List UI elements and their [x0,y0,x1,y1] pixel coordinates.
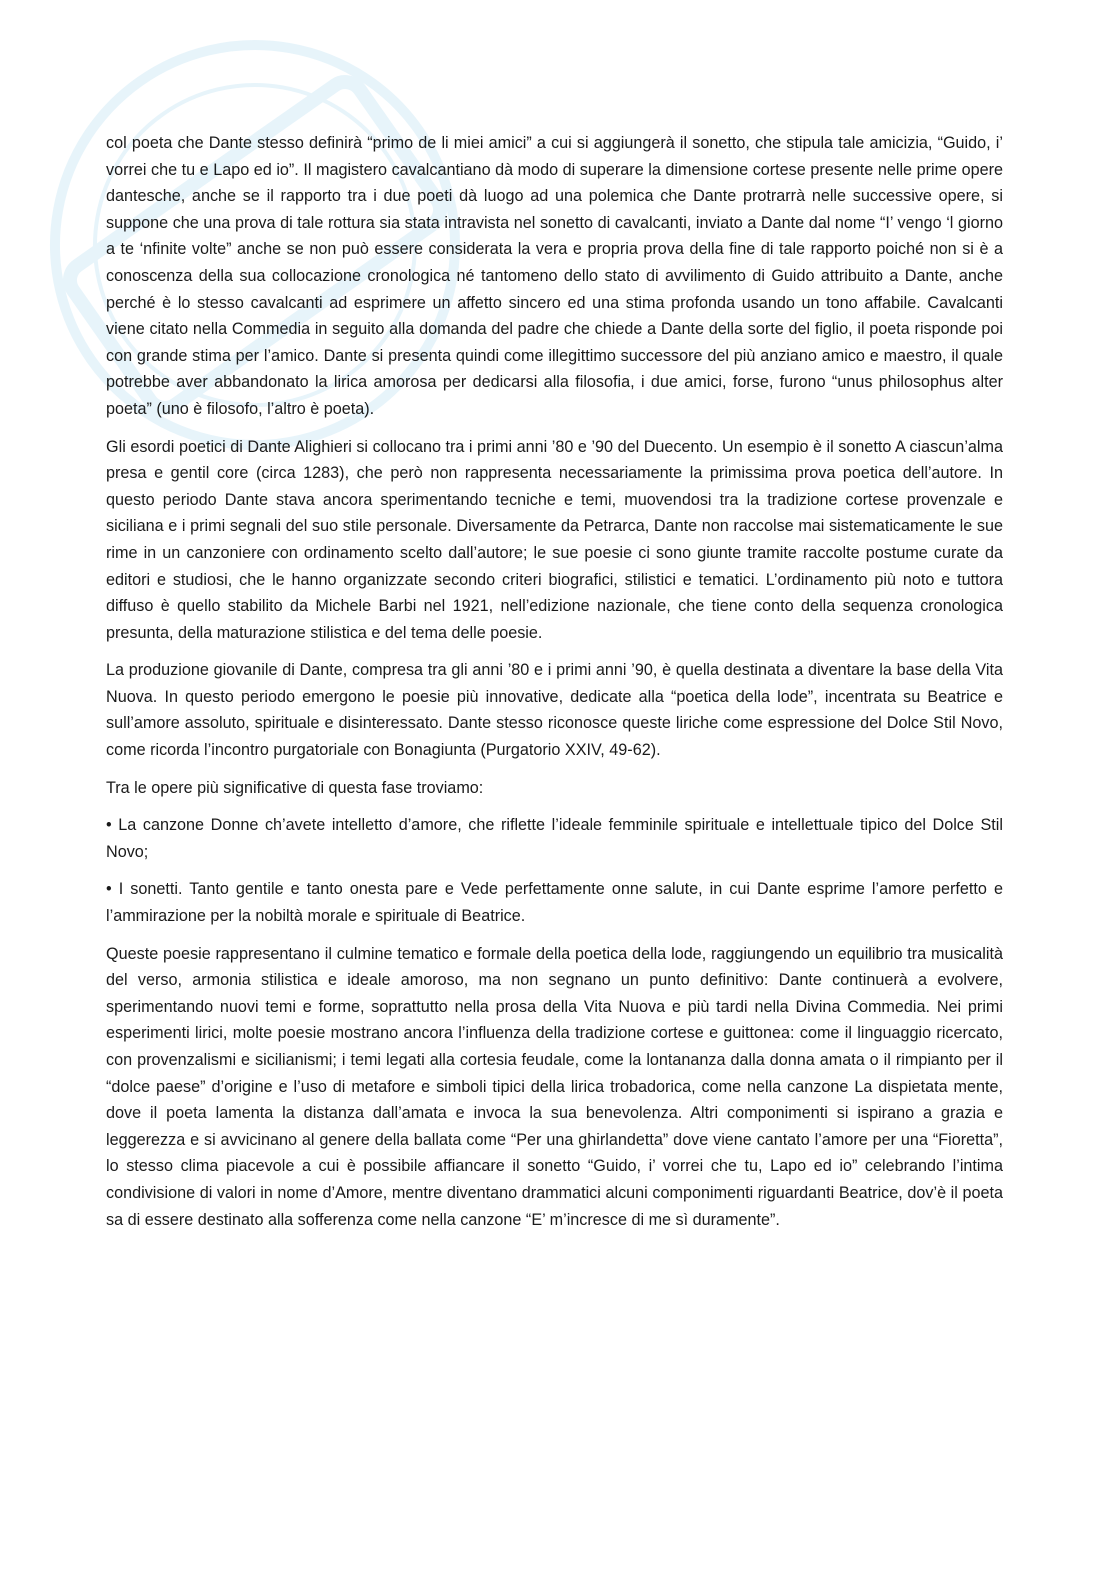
paragraph-opere-intro: Tra le opere più significative di questa fase troviamo: [106,778,484,797]
list-item-sonetti: • I sonetti. Tanto gentile e tanto onesta pare e Vede perfettamente onne salute, in cui Dante esprime l’amore perfetto e l’ammirazione per la nobiltà morale e spirituale di Beatrice. [106,880,1003,926]
list-item-canzone: • La canzone Donne ch’avete intelletto d’amore, che riflette l’ideale femminile spirituale e intellettuale tipico del Dolce Stil Novo; [106,816,1003,861]
paragraph-cavalcanti: col poeta che Dante stesso definirà “primo de li miei amici” a cui si aggiungerà il sonetto, che stipula tale amicizia, “Guido, i’ vorrei che tu e Lapo ed io”. Il magistero cavalcantiano dà modo di superare la dimensione cortese presente nelle prime opere dantesche, anche se il rapporto tra i due poeti dà luogo ad una polemica che Dante protrarrà nelle successive opere, si suppone che una prova di tale rottura sia stata intravista nel sonetto di cavalcanti, inviato a Dante dal nome “I’ vengo ‘l giorno a te ‘nfinite volte” anche se non può essere considerata la vera e propria prova della fine di tale rapporto poiché non si è a conoscenza della sua collocazione cronologica né tantomeno dello stato di avvilimento di Guido attribuito a Dante, anche perché è lo stesso cavalcanti ad esprimere un affetto sincero ed una stima profonda usando un tono affabile. Cavalcanti viene citato nella Commedia in seguito alla domanda del padre che chiede a Dante della sorte del figlio, il poeta risponde poi con grande stima per l’amico. Dante si presenta quindi come illegittimo successore del più anziano amico e maestro, il quale potrebbe aver abbandonato la lirica amorosa per dedicarsi alla filosofia, i due amici, forse, furono “unus philosophus alter poeta” (uno è filosofo, l’altro è poeta). [106,134,1003,418]
paragraph-poetica-lode: Queste poesie rappresentano il culmine tematico e formale della poetica della lode, raggiungendo un equilibrio tra musicalità del verso, armonia stilistica e ideale amoroso, ma non segnano un punto definitivo: Dante continuerà a evolvere, sperimentando nuovi temi e forme, soprattutto nella prosa della Vita Nuova e più tardi nella Divina Commedia. Nei primi esperimenti lirici, molte poesie mostrano ancora l’influenza della tradizione cortese e guittonea: come il linguaggio ricercato, con provenzalismi e sicilianismi; i temi legati alla cortesia feudale, come la lontananza dalla donna amata o il rimpianto per il “dolce paese” d’origine e l’uso di metafore e simboli tipici della lirica trobadorica, come nella canzone La dispietata mente, dove il poeta lamenta la distanza dall’amata e invoca la sua benevolenza. Altri componimenti si ispirano a grazia e leggerezza e si avvicinano al genere della ballata come “Per una ghirlandetta” dove viene cantato l’amore per una “Fioretta”, lo stesso clima piacevole a cui è possibile affiancare il sonetto “Guido, i’ vorrei che tu, Lapo ed io” celebrando l’intima condivisione di valori in nome d’Amore, mentre diventano drammatici alcuni componimenti riguardanti Beatrice, dov’è il poeta sa di essere destinato alla sofferenza come nella canzone “E’ m’incresce di me sì duramente”. [106,944,1003,1229]
document-body [106,130,1003,1244]
paragraph-produzione-giovanile: La produzione giovanile di Dante, compresa tra gli anni ’80 e i primi anni ’90, è quella destinata a diventare la base della Vita Nuova. In questo periodo emergono le poesie più innovative, dedicate alla “poetica della lode”, incentrata su Beatrice e sull’amore assoluto, spirituale e disinteressato. Dante stesso riconosce queste liriche come espressione del Dolce Stil Novo, come ricorda l’incontro purgatoriale con Bonagiunta (Purgatorio XXIV, 49-62). [106,661,1003,760]
paragraph-esordi: Gli esordi poetici di Dante Alighieri si collocano tra i primi anni ’80 e ’90 del Duecento. Un esempio è il sonetto A ciascun’alma presa e gentil core (circa 1283), che però non rappresenta necessariamente la primissima prova poetica dell’autore. In questo periodo Dante stava ancora sperimentando tecniche e temi, muovendosi tra la tradizione cortese provenzale e siciliana e i primi segnali del suo stile personale. Diversamente da Petrarca, Dante non raccolse mai sistematicamente le sue rime in un canzoniere con ordinamento scelto dall’autore; le sue poesie ci sono giunte tramite raccolte postume curate da editori e studiosi, che le hanno organizzate secondo criteri biografici, stilistici e tematici. L’ordinamento più noto e tuttora diffuso è quello stabilito da Michele Barbi nel 1921, nell’edizione nazionale, che tiene conto della sequenza cronologica presunta, della maturazione stilistica e del tema delle poesie. [106,437,1003,642]
